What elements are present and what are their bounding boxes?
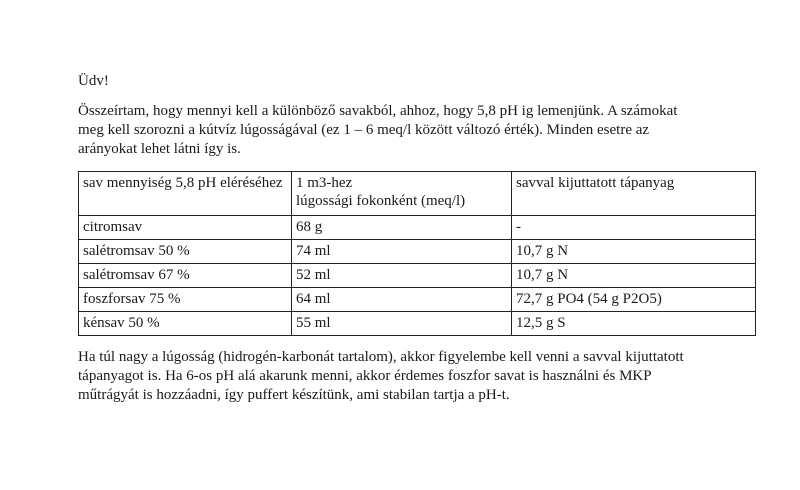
header-text: lúgossági fokonként (meq/l) xyxy=(296,193,466,209)
table-cell: 72,7 g PO4 (54 g P2O5) xyxy=(512,288,756,312)
table-cell: 10,7 g N xyxy=(512,240,756,264)
document-page xyxy=(78,72,758,405)
intro-paragraph xyxy=(78,102,758,159)
table-cell: 64 ml xyxy=(292,288,512,312)
outro-line: műtrágyát is hozzáadni, így puffert készítünk, ami stabilan tartja a pH-t. xyxy=(78,387,510,403)
greeting-text: Üdv! xyxy=(78,73,109,89)
table-cell: salétromsav 50 % xyxy=(79,240,292,264)
table-cell: salétromsav 67 % xyxy=(79,264,292,288)
acid-table xyxy=(78,171,756,336)
table-row xyxy=(79,264,756,288)
table-cell: 68 g xyxy=(292,216,512,240)
table-cell: citromsav xyxy=(79,216,292,240)
table-cell: 52 ml xyxy=(292,264,512,288)
table-row xyxy=(79,312,756,336)
header-text: savval kijuttatott tápanyag xyxy=(516,175,675,191)
header-text: sav mennyiség 5,8 pH eléréséhez xyxy=(83,175,283,191)
header-cell-nutrient xyxy=(512,172,756,216)
table-cell: 10,7 g N xyxy=(512,264,756,288)
header-cell-acid-amount xyxy=(79,172,292,216)
table-cell: 55 ml xyxy=(292,312,512,336)
intro-line: Összeírtam, hogy mennyi kell a különböző savakból, ahhoz, hogy 5,8 pH ig lemenjünk. A számokat xyxy=(78,103,678,119)
table-cell: 12,5 g S xyxy=(512,312,756,336)
table-cell: 74 ml xyxy=(292,240,512,264)
table-cell: foszforsav 75 % xyxy=(79,288,292,312)
intro-line: arányokat lehet látni így is. xyxy=(78,141,241,157)
table-cell: - xyxy=(512,216,756,240)
table-cell: kénsav 50 % xyxy=(79,312,292,336)
table-header-row xyxy=(79,172,756,216)
header-cell-per-m3 xyxy=(292,172,512,216)
header-text: 1 m3-hez xyxy=(296,175,353,191)
table-row xyxy=(79,288,756,312)
intro-line: meg kell szorozni a kútvíz lúgosságával (ez 1 – 6 meq/l között változó érték). Minden esetre az xyxy=(78,122,650,138)
outro-line: tápanyagot is. Ha 6-os pH alá akarunk menni, akkor érdemes foszfor savat is használni és MKP xyxy=(78,368,652,384)
table-row xyxy=(79,216,756,240)
outro-line: Ha túl nagy a lúgosság (hidrogén-karbonát tartalom), akkor figyelembe kell venni a savval kijuttatott xyxy=(78,349,684,365)
outro-paragraph xyxy=(78,348,758,405)
table-row xyxy=(79,240,756,264)
